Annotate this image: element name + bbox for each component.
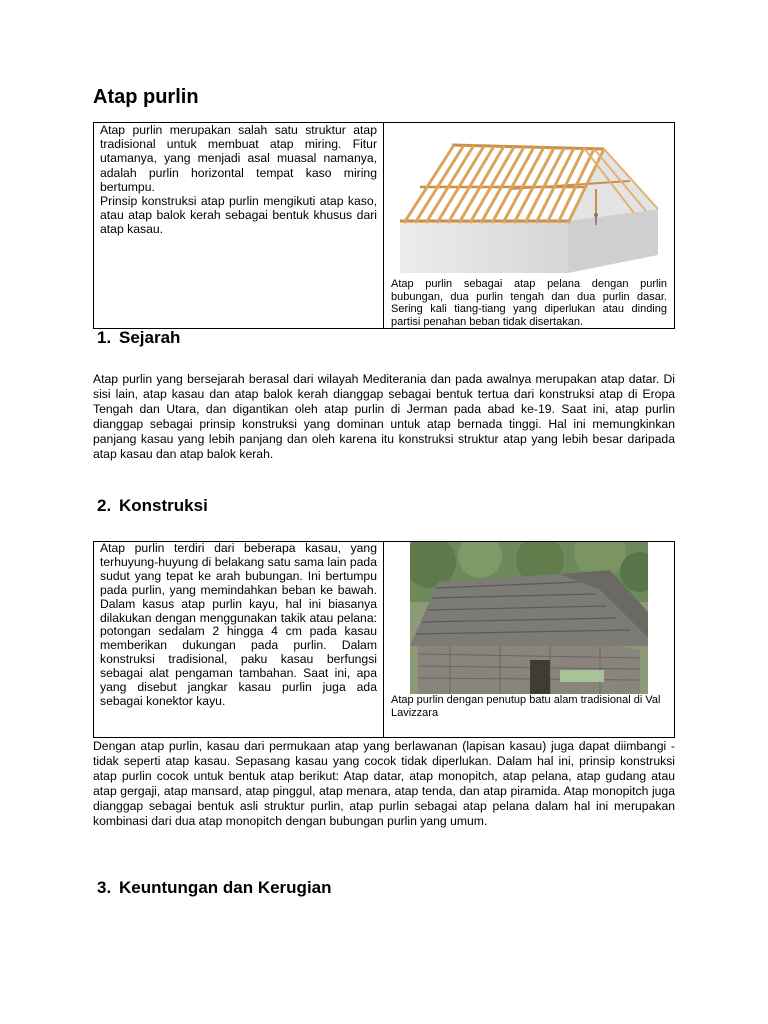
section-3-number: 3. — [97, 878, 112, 897]
intro-figure-caption: Atap purlin sebagai atap pelana dengan purlin bubungan, dua purlin tengah dan dua purlin dasar. Sering kali tiang-tiang yang diperlukan atau dinding partisi penahan beban tidak disertakan. — [391, 278, 667, 328]
section-2-number: 2. — [97, 496, 112, 515]
section-3-heading — [97, 878, 332, 898]
section-1-title: Sejarah — [119, 328, 181, 347]
intro-text-cell — [100, 123, 377, 237]
stone-roof-caption: Atap purlin dengan penutup batu alam tradisional di Val Lavizzara — [391, 694, 661, 719]
intro-paragraph-1: Atap purlin merupakan salah satu struktur atap tradisional untuk membuat atap miring. Fitur utamanya, yang menjadi asal muasal namanya, adalah purlin horizontal tempat kaso miring bertumpu. — [100, 123, 377, 194]
section-2-title: Konstruksi — [119, 496, 208, 515]
page-title: Atap purlin — [93, 86, 199, 108]
section-1-paragraph: Atap purlin yang bersejarah berasal dari wilayah Mediterania dan pada awalnya merupakan atap datar. Di sisi lain, atap kasau dan atap balok kerah dianggap sebagai bentuk tertua dari konstruksi atap di Eropa Tengah dan Utara, dan digantikan oleh atap purlin di Jerman pada abad ke-19. Saat ini, atap purlin dianggap sebagai prinsip konstruksi yang dominan untuk atap bernada tinggi. Hal ini memungkinkan panjang kasau yang lebih panjang dan oleh karena itu konstruksi struktur atap yang lebih besar daripada atap kasau dan atap balok kerah. — [93, 372, 675, 461]
section-3-title: Keuntungan dan Kerugian — [119, 878, 332, 897]
section-2-heading — [97, 496, 208, 516]
stone-roof-photo — [410, 542, 648, 694]
section-1-number: 1. — [97, 328, 112, 347]
section-1-heading — [97, 328, 180, 348]
section-2-paragraph: Dengan atap purlin, kasau dari permukaan atap yang berlawanan (lapisan kasau) juga dapat diimbangi - tidak seperti atap kasau. Sepasang kasau yang cocok tidak diperlukan. Dalam hal ini, prinsip konstruksi atap purlin cocok untuk bentuk atap berikut: Atap datar, atap monopitch, atap pelana, atap gudang atau atap gergaji, atap mansard, atap pinggul, atap menara, atap tenda, dan atap piramida. Atap monopitch juga dianggap sebagai bentuk asli struktur purlin, atap purlin sebagai atap pelana dalam hal ini merupakan kombinasi dari dua atap monopitch dengan bubungan purlin yang umum. — [93, 739, 675, 828]
intro-paragraph-2: Prinsip konstruksi atap purlin mengikuti atap kaso, atau atap balok kerah sebagai bentuk khusus dari atap kasau. — [100, 194, 377, 237]
construction-text-cell: Atap purlin terdiri dari beberapa kasau, yang terhuyung-huyung di belakang satu sama lain pada sudut yang tepat ke arah bubungan. Ini bertumpu pada purlin, yang memindahkan beban ke bawah. Dalam kasus atap purlin kayu, hal ini biasanya dilakukan dengan menggunakan takik atau pelana: potongan sedalam 2 hingga 4 cm pada kasau memberikan dukungan pada purlin. Dalam konstruksi tradisional, paku kasau berfungsi sebagai alat pengaman tambahan. Saat ini, apa yang disebut jangkar kasau purlin juga ada sebagai konektor kayu. — [100, 541, 377, 708]
purlin-roof-illustration — [390, 123, 670, 275]
intro-table-divider — [383, 122, 384, 329]
construction-table-divider — [383, 541, 384, 738]
